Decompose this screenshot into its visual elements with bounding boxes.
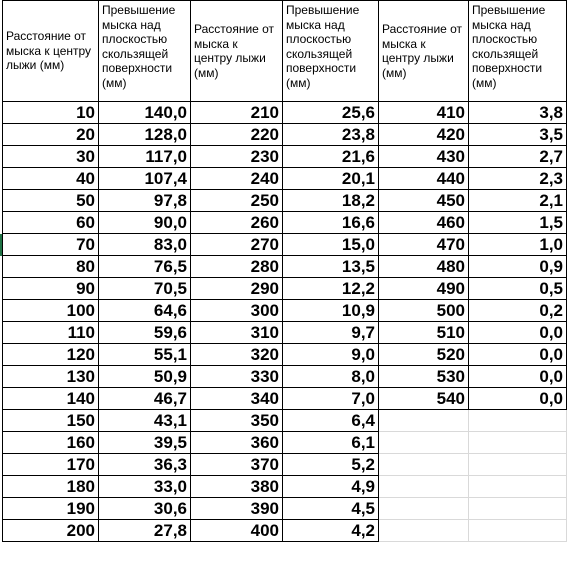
cell-distance-1[interactable]: 70: [3, 234, 99, 256]
cell-elevation-1[interactable]: 90,0: [99, 212, 191, 234]
cell-elevation-3[interactable]: 3,5: [469, 124, 567, 146]
cell-elevation-2[interactable]: 9,7: [283, 322, 379, 344]
cell-elevation-2[interactable]: 5,2: [283, 454, 379, 476]
cell-distance-3[interactable]: 540: [379, 388, 469, 410]
header-elevation-2[interactable]: Превышение мыска над плоскостью скользящей поверхности (мм): [283, 1, 379, 102]
cell-elevation-3[interactable]: [469, 520, 567, 542]
cell-elevation-1[interactable]: 59,6: [99, 322, 191, 344]
cell-elevation-3[interactable]: 0,2: [469, 300, 567, 322]
cell-distance-3[interactable]: [379, 410, 469, 432]
cell-distance-2[interactable]: 240: [191, 168, 283, 190]
cell-distance-1[interactable]: 50: [3, 190, 99, 212]
cell-elevation-3[interactable]: 3,8: [469, 102, 567, 124]
cell-elevation-3[interactable]: 0,0: [469, 366, 567, 388]
table-row: [3, 124, 567, 146]
cell-elevation-2[interactable]: 6,1: [283, 432, 379, 454]
cell-elevation-1[interactable]: 76,5: [99, 256, 191, 278]
cell-elevation-1[interactable]: 83,0: [99, 234, 191, 256]
table-row: [3, 344, 567, 366]
cell-elevation-3[interactable]: 0,0: [469, 344, 567, 366]
table-row: [3, 256, 567, 278]
cell-distance-1[interactable]: 60: [3, 212, 99, 234]
cell-distance-3[interactable]: 440: [379, 168, 469, 190]
cell-elevation-1[interactable]: 64,6: [99, 300, 191, 322]
cell-distance-2[interactable]: 390: [191, 498, 283, 520]
cell-distance-1[interactable]: 140: [3, 388, 99, 410]
cell-distance-1[interactable]: 20: [3, 124, 99, 146]
header-distance-1[interactable]: Расстояние от мыска к центру лыжи (мм): [3, 1, 99, 102]
cell-elevation-2[interactable]: 20,1: [283, 168, 379, 190]
header-elevation-3[interactable]: Превышение мыска над плоскостью скользящей поверхности (мм): [469, 1, 567, 102]
cell-distance-2[interactable]: 350: [191, 410, 283, 432]
table-row: [3, 520, 567, 542]
cell-elevation-2[interactable]: 18,2: [283, 190, 379, 212]
cell-distance-3[interactable]: 530: [379, 366, 469, 388]
table-row: [3, 190, 567, 212]
cell-elevation-2[interactable]: 21,6: [283, 146, 379, 168]
cell-distance-2[interactable]: 220: [191, 124, 283, 146]
cell-distance-1[interactable]: 160: [3, 432, 99, 454]
cell-distance-3[interactable]: 470: [379, 234, 469, 256]
cell-distance-3[interactable]: 430: [379, 146, 469, 168]
cell-distance-2[interactable]: 260: [191, 212, 283, 234]
cell-elevation-3[interactable]: 2,3: [469, 168, 567, 190]
cell-elevation-1[interactable]: 70,5: [99, 278, 191, 300]
table-row: [3, 146, 567, 168]
cell-elevation-3[interactable]: [469, 432, 567, 454]
table-row: [3, 498, 567, 520]
cell-distance-1[interactable]: 180: [3, 476, 99, 498]
cell-elevation-3[interactable]: [469, 498, 567, 520]
cell-distance-2[interactable]: 370: [191, 454, 283, 476]
cell-elevation-1[interactable]: 39,5: [99, 432, 191, 454]
table-row: [3, 322, 567, 344]
table-row: [3, 410, 567, 432]
cell-distance-2[interactable]: 300: [191, 300, 283, 322]
table-row: [3, 388, 567, 410]
table-row: [3, 234, 567, 256]
cell-distance-2[interactable]: 340: [191, 388, 283, 410]
cell-distance-3[interactable]: 410: [379, 102, 469, 124]
table-row: [3, 212, 567, 234]
cell-distance-3[interactable]: 450: [379, 190, 469, 212]
cell-elevation-1[interactable]: 36,3: [99, 454, 191, 476]
cell-distance-3[interactable]: [379, 454, 469, 476]
cell-distance-2[interactable]: 250: [191, 190, 283, 212]
cell-distance-1[interactable]: 100: [3, 300, 99, 322]
cell-distance-2[interactable]: 210: [191, 102, 283, 124]
cell-elevation-3[interactable]: 1,0: [469, 234, 567, 256]
cell-distance-1[interactable]: 120: [3, 344, 99, 366]
cell-elevation-3[interactable]: 0,0: [469, 322, 567, 344]
cell-elevation-1[interactable]: 97,8: [99, 190, 191, 212]
cell-distance-3[interactable]: [379, 432, 469, 454]
cell-elevation-2[interactable]: 4,9: [283, 476, 379, 498]
header-elevation-1[interactable]: Превышение мыска над плоскостью скользящей поверхности (мм): [99, 1, 191, 102]
cell-distance-2[interactable]: 380: [191, 476, 283, 498]
cell-distance-2[interactable]: 360: [191, 432, 283, 454]
cell-elevation-2[interactable]: 23,8: [283, 124, 379, 146]
cell-elevation-1[interactable]: 50,9: [99, 366, 191, 388]
header-distance-3[interactable]: Расстояние от мыска к центру лыжи (мм): [379, 1, 469, 102]
cell-elevation-1[interactable]: 107,4: [99, 168, 191, 190]
cell-distance-1[interactable]: 110: [3, 322, 99, 344]
cell-distance-1[interactable]: 190: [3, 498, 99, 520]
cell-distance-1[interactable]: 170: [3, 454, 99, 476]
cell-distance-1[interactable]: 150: [3, 410, 99, 432]
cell-distance-1[interactable]: 200: [3, 520, 99, 542]
cell-distance-3[interactable]: 460: [379, 212, 469, 234]
cell-elevation-3[interactable]: [469, 476, 567, 498]
table-row: [3, 102, 567, 124]
cell-elevation-3[interactable]: 2,7: [469, 146, 567, 168]
cell-elevation-1[interactable]: 55,1: [99, 344, 191, 366]
cell-elevation-1[interactable]: 128,0: [99, 124, 191, 146]
header-distance-2[interactable]: Расстояние от мыска к центру лыжи (мм): [191, 1, 283, 102]
cell-elevation-3[interactable]: 2,1: [469, 190, 567, 212]
cell-distance-3[interactable]: [379, 498, 469, 520]
table-row: [3, 278, 567, 300]
cell-elevation-2[interactable]: 12,2: [283, 278, 379, 300]
cell-distance-3[interactable]: 520: [379, 344, 469, 366]
header-row: [3, 1, 567, 102]
cell-distance-2[interactable]: 280: [191, 256, 283, 278]
cell-distance-3[interactable]: 510: [379, 322, 469, 344]
cell-distance-2[interactable]: 310: [191, 322, 283, 344]
cell-elevation-2[interactable]: 7,0: [283, 388, 379, 410]
table-row: [3, 366, 567, 388]
cell-distance-2[interactable]: 320: [191, 344, 283, 366]
table-row: [3, 454, 567, 476]
cell-elevation-2[interactable]: 9,0: [283, 344, 379, 366]
cell-elevation-3[interactable]: 1,5: [469, 212, 567, 234]
cell-distance-1[interactable]: 40: [3, 168, 99, 190]
cell-elevation-2[interactable]: 4,2: [283, 520, 379, 542]
cell-distance-3[interactable]: 420: [379, 124, 469, 146]
cell-elevation-3[interactable]: [469, 410, 567, 432]
cell-elevation-1[interactable]: 30,6: [99, 498, 191, 520]
cell-distance-3[interactable]: 490: [379, 278, 469, 300]
cell-distance-2[interactable]: 230: [191, 146, 283, 168]
table-row: [3, 168, 567, 190]
cell-distance-3[interactable]: [379, 476, 469, 498]
cell-elevation-1[interactable]: 27,8: [99, 520, 191, 542]
cell-distance-3[interactable]: 480: [379, 256, 469, 278]
table-row: [3, 432, 567, 454]
ski-profile-table: [2, 0, 567, 542]
cell-elevation-1[interactable]: 140,0: [99, 102, 191, 124]
cell-elevation-2[interactable]: 25,6: [283, 102, 379, 124]
cell-elevation-3[interactable]: 0,5: [469, 278, 567, 300]
cell-elevation-2[interactable]: 16,6: [283, 212, 379, 234]
cell-elevation-1[interactable]: 117,0: [99, 146, 191, 168]
cell-elevation-2[interactable]: 4,5: [283, 498, 379, 520]
cell-distance-3[interactable]: [379, 520, 469, 542]
cell-distance-2[interactable]: 400: [191, 520, 283, 542]
cell-distance-2[interactable]: 270: [191, 234, 283, 256]
cell-elevation-3[interactable]: 0,0: [469, 388, 567, 410]
cell-elevation-2[interactable]: 13,5: [283, 256, 379, 278]
cell-distance-1[interactable]: 30: [3, 146, 99, 168]
cell-elevation-2[interactable]: 6,4: [283, 410, 379, 432]
cell-elevation-3[interactable]: 0,9: [469, 256, 567, 278]
cell-elevation-2[interactable]: 15,0: [283, 234, 379, 256]
table-row: [3, 300, 567, 322]
cell-elevation-2[interactable]: 10,9: [283, 300, 379, 322]
cell-distance-2[interactable]: 330: [191, 366, 283, 388]
cell-distance-3[interactable]: 500: [379, 300, 469, 322]
cell-elevation-1[interactable]: 46,7: [99, 388, 191, 410]
cell-distance-1[interactable]: 130: [3, 366, 99, 388]
cell-elevation-1[interactable]: 33,0: [99, 476, 191, 498]
table-row: [3, 476, 567, 498]
cell-distance-1[interactable]: 10: [3, 102, 99, 124]
cell-elevation-1[interactable]: 43,1: [99, 410, 191, 432]
cell-distance-1[interactable]: 90: [3, 278, 99, 300]
cell-distance-1[interactable]: 80: [3, 256, 99, 278]
cell-elevation-3[interactable]: [469, 454, 567, 476]
cell-distance-2[interactable]: 290: [191, 278, 283, 300]
cell-elevation-2[interactable]: 8,0: [283, 366, 379, 388]
